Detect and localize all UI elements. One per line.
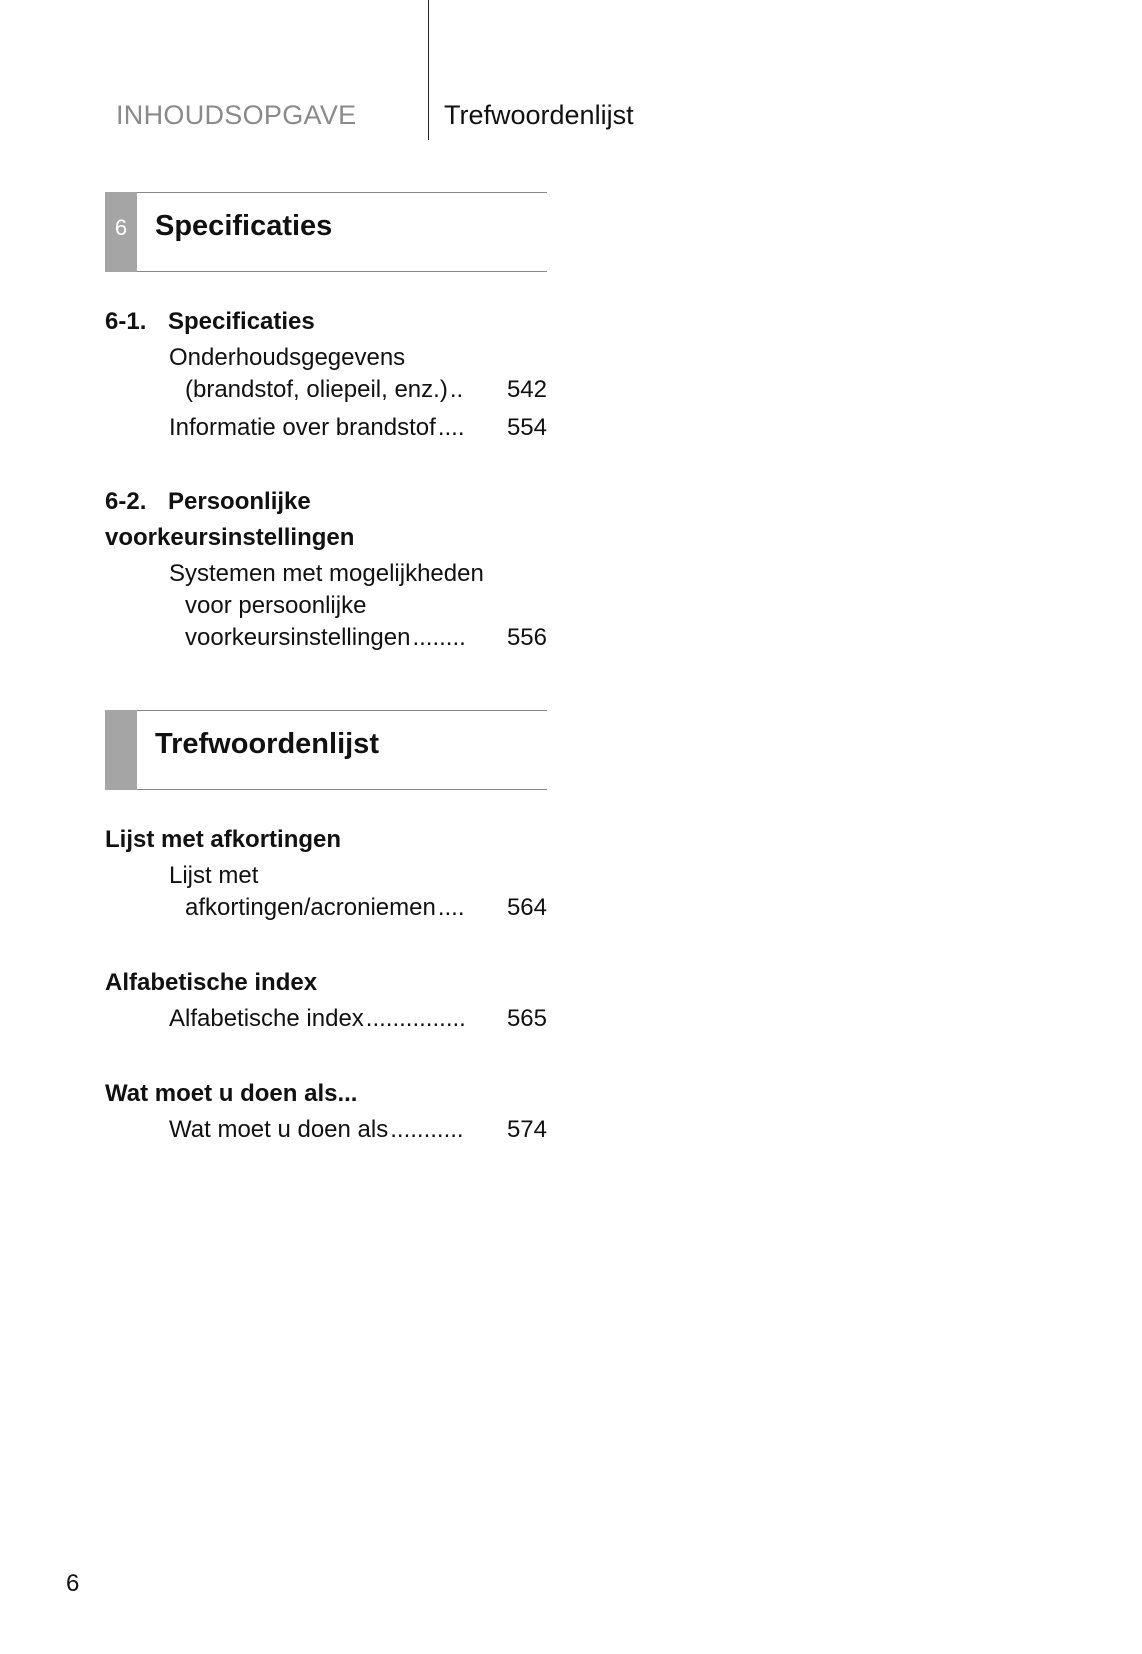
toc-entry-line: Onderhoudsgegevens [169, 344, 406, 371]
toc-leader-dots: .... [437, 894, 465, 921]
toc-leader-dots: ............... [365, 1005, 466, 1032]
section-header-specificaties [105, 192, 547, 272]
toc-entry-text: Alfabetische index [169, 1005, 364, 1032]
index-group-heading: Lijst met afkortingen [105, 826, 342, 853]
subsection-title: Specificaties [168, 308, 315, 335]
header-divider [428, 0, 429, 140]
subsection-6-2 [105, 484, 547, 654]
section-top-rule [137, 192, 547, 193]
section-number: 6 [114, 215, 128, 240]
toc-entry-persoonlijke-instellingen[interactable] [105, 622, 547, 654]
toc-page-number: 564 [506, 894, 547, 921]
section-bottom-rule [137, 271, 547, 272]
index-group-alphabetical [105, 965, 547, 1035]
subsection-heading [105, 484, 547, 520]
toc-entry-onderhoudsgegevens[interactable] [105, 374, 547, 406]
page-number: 6 [66, 1570, 80, 1597]
toc-entry-line: Lijst met [169, 862, 259, 889]
header-contents-label: INHOUDSOPGAVE [116, 100, 357, 130]
toc-entry-text: Wat moet u doen als [169, 1116, 389, 1143]
toc-leader-dots: .... [437, 414, 465, 441]
toc-page-number: 554 [506, 414, 547, 441]
subsection-number: 6-1. [105, 308, 147, 335]
toc-entry-line: Systemen met mogelijkheden [169, 560, 484, 587]
toc-page-number: 556 [506, 624, 547, 651]
section-header-trefwoordenlijst [105, 710, 547, 790]
toc-leader-dots: ........... [390, 1116, 464, 1143]
index-group-heading: Alfabetische index [105, 969, 318, 996]
toc-entry-alfabetische-index[interactable] [105, 1003, 547, 1035]
header-index-link[interactable]: Trefwoordenlijst [444, 100, 634, 130]
toc-entry-text: (brandstof, oliepeil, enz.) [185, 376, 448, 403]
toc-entry-informatie-brandstof[interactable] [105, 412, 547, 444]
toc-entry-text: afkortingen/acroniemen [185, 894, 436, 921]
section-tab-bar [105, 710, 137, 790]
section-top-rule [137, 710, 547, 711]
section-title: Specificaties [155, 210, 333, 242]
toc-page-number: 542 [506, 376, 547, 403]
toc-leader-dots: .. [449, 376, 464, 403]
index-group-abbreviations [105, 822, 547, 924]
section-title: Trefwoordenlijst [155, 728, 379, 760]
subsection-number: 6-2. [105, 488, 147, 515]
toc-entry-text: Informatie over brandstof [169, 414, 436, 441]
section-bottom-rule [137, 789, 547, 790]
toc-entry-afkortingen[interactable] [105, 892, 547, 924]
subsection-title-continued: voorkeursinstellingen [105, 524, 355, 551]
subsection-title: Persoonlijke [168, 488, 311, 515]
subsection-6-1 [105, 304, 547, 444]
toc-leader-dots: ........ [412, 624, 466, 651]
toc-page-number: 565 [506, 1005, 547, 1032]
toc-entry-line: voor persoonlijke [185, 592, 367, 619]
index-group-what-to-do [105, 1076, 547, 1146]
toc-page-number: 574 [506, 1116, 547, 1143]
toc-entry-text: voorkeursinstellingen [185, 624, 411, 651]
subsection-heading [105, 304, 547, 340]
index-group-heading: Wat moet u doen als... [105, 1080, 358, 1107]
toc-entry-wat-moet-u-doen[interactable] [105, 1114, 547, 1146]
